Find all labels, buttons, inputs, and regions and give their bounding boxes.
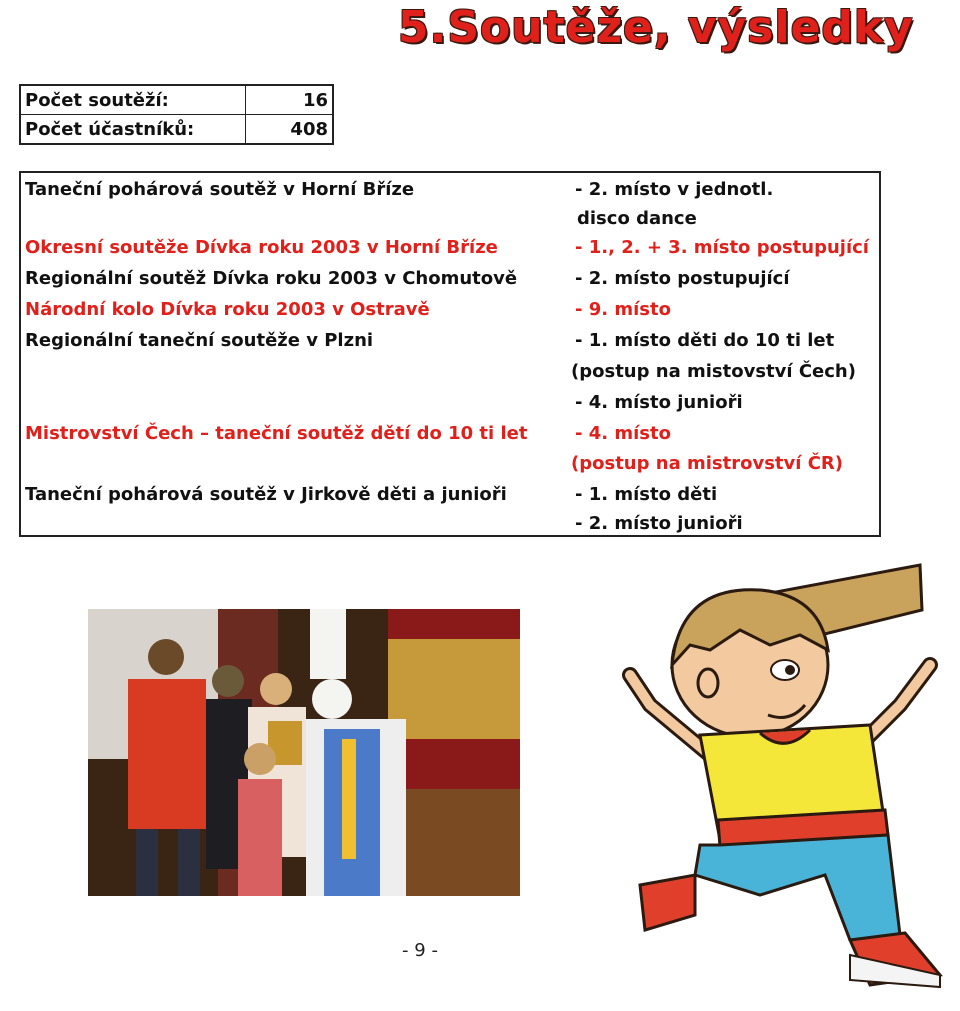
stats-label: Počet účastníků: <box>20 115 246 145</box>
page-number: - 9 - <box>402 940 438 961</box>
competition-name: Regionální soutěž Dívka roku 2003 v Chomutově <box>25 268 518 289</box>
result-text: - 4. místo <box>575 423 671 444</box>
stats-value: 408 <box>246 115 334 145</box>
competition-name: Okresní soutěže Dívka roku 2003 v Horní Bříze <box>25 237 498 258</box>
competition-name: Regionální taneční soutěže v Plzni <box>25 330 374 351</box>
competition-name: Národní kolo Dívka roku 2003 v Ostravě <box>25 299 430 320</box>
result-text: - 1. místo děti do 10 ti let <box>575 330 835 351</box>
table-row <box>20 85 333 115</box>
event-photo <box>88 609 520 896</box>
stats-label: Počet soutěží: <box>20 85 246 115</box>
page-title: 5.Soutěže, výsledky <box>398 2 914 53</box>
result-text: disco dance <box>577 208 697 229</box>
result-text: (postup na mistrovství ČR) <box>571 453 843 474</box>
competition-name: Taneční pohárová soutěž v Jirkově děti a junioři <box>25 484 507 505</box>
stats-table <box>19 84 334 145</box>
competition-name: Mistrovství Čech – taneční soutěž dětí do 10 ti let <box>25 423 528 444</box>
table-row <box>20 115 333 145</box>
result-text: - 2. místo v jednotl. <box>575 179 774 200</box>
result-text: - 1. místo děti <box>575 484 718 505</box>
stats-value: 16 <box>246 85 334 115</box>
result-text: - 2. místo junioři <box>575 513 743 534</box>
result-text: - 4. místo junioři <box>575 392 743 413</box>
result-text: - 1., 2. + 3. místo postupující <box>575 237 869 258</box>
result-text: (postup na mistovství Čech) <box>571 361 856 382</box>
result-text: - 9. místo <box>575 299 671 320</box>
cartoon-child-illustration <box>600 555 960 1005</box>
result-text: - 2. místo postupující <box>575 268 790 289</box>
results-box <box>19 171 881 537</box>
competition-name: Taneční pohárová soutěž v Horní Bříze <box>25 179 415 200</box>
